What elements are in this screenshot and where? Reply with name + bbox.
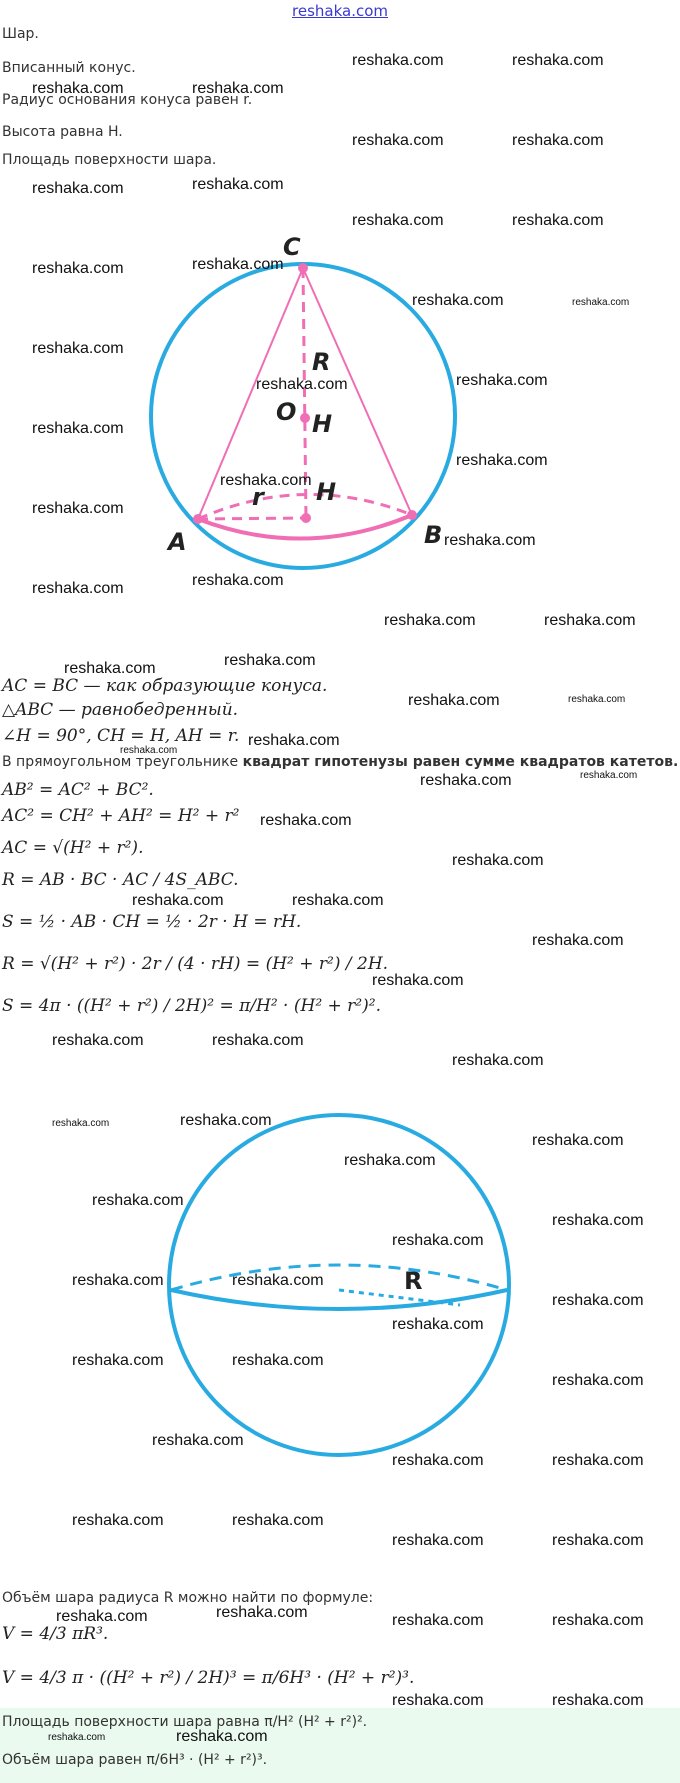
watermark: reshaka.com	[456, 372, 548, 389]
watermark: reshaka.com	[420, 772, 512, 789]
watermark: reshaka.com	[152, 1432, 244, 1449]
text-volume-intro: Объём шара радиуса R можно найти по формуле:	[2, 1590, 374, 1606]
watermark: reshaka.com	[392, 1452, 484, 1469]
watermark: reshaka.com	[224, 652, 316, 669]
watermark: reshaka.com	[64, 660, 156, 677]
text-inscribed-cone: Вписанный конус.	[2, 60, 136, 76]
watermark: reshaka.com	[344, 1152, 436, 1169]
watermark: reshaka.com	[212, 1032, 304, 1049]
label-r-small: r	[252, 483, 264, 511]
watermark: reshaka.com	[512, 212, 604, 229]
label-c: C	[283, 233, 301, 261]
watermark: reshaka.com	[260, 812, 352, 829]
radius-line	[339, 1290, 460, 1305]
watermark: reshaka.com	[220, 472, 312, 489]
eq-s-area: S = ½ · AB · CH = ½ · 2r · H = rH.	[2, 912, 302, 932]
watermark: reshaka.com	[552, 1692, 644, 1709]
watermark: reshaka.com	[444, 532, 536, 549]
eq-right-angle: ∠H = 90°, CH = H, AH = r.	[2, 726, 240, 746]
text-surface-area: Площадь поверхности шара.	[2, 152, 217, 168]
watermark: reshaka.com	[132, 892, 224, 909]
eq-r-value: R = √(H² + r²) · 2r / (4 · rH) = (H² + r²) / 2H.	[2, 954, 389, 974]
watermark: reshaka.com	[552, 1292, 644, 1309]
cone-radius	[198, 518, 306, 519]
label-r-sphere: R	[404, 1267, 423, 1295]
watermark: reshaka.com	[32, 500, 124, 517]
watermark: reshaka.com	[48, 1732, 106, 1743]
sphere2-outline	[169, 1115, 509, 1455]
watermark: reshaka.com	[72, 1512, 164, 1529]
label-b: B	[424, 521, 443, 549]
watermark: reshaka.com	[512, 52, 604, 69]
label-a: A	[168, 528, 187, 556]
watermark: reshaka.com	[232, 1512, 324, 1529]
watermark: reshaka.com	[456, 452, 548, 469]
label-r-big: R	[312, 348, 331, 376]
watermark: reshaka.com	[544, 612, 636, 629]
watermark: reshaka.com	[52, 1118, 110, 1129]
watermark: reshaka.com	[120, 745, 178, 756]
watermark: reshaka.com	[32, 80, 124, 97]
watermark: reshaka.com	[352, 52, 444, 69]
watermark: reshaka.com	[392, 1232, 484, 1249]
figure-sphere	[0, 1100, 680, 1480]
eq-ab-squared: AB² = AC² + BC².	[2, 780, 154, 800]
answer-volume: Объём шара равен π/6H³ · (H² + r²)³.	[2, 1752, 268, 1768]
answer-area: Площадь поверхности шара равна π/H² (H² + r²)².	[2, 1714, 368, 1730]
watermark: reshaka.com	[384, 612, 476, 629]
watermark: reshaka.com	[532, 1132, 624, 1149]
text-cone-radius: Радиус основания конуса равен r.	[2, 92, 253, 108]
watermark: reshaka.com	[552, 1612, 644, 1629]
watermark: reshaka.com	[256, 376, 348, 393]
watermark: reshaka.com	[180, 1112, 272, 1129]
watermark: reshaka.com	[56, 1608, 148, 1625]
watermark: reshaka.com	[392, 1692, 484, 1709]
eq-ac-squared: AC² = CH² + AH² = H² + r²	[2, 806, 240, 826]
watermark: reshaka.com	[580, 770, 638, 781]
watermark: reshaka.com	[352, 212, 444, 229]
watermark: reshaka.com	[32, 420, 124, 437]
eq-sphere-area: S = 4π · ((H² + r²) / 2H)² = π/H² · (H² + r²)².	[2, 996, 381, 1016]
watermark: reshaka.com	[216, 1604, 308, 1621]
text-pythagoras: В прямоугольном треугольнике квадрат гипотенузы равен сумме квадратов катетов.	[2, 754, 679, 770]
eq-ac-bc: AC = BC — как образующие конуса.	[2, 676, 328, 696]
watermark: reshaka.com	[552, 1452, 644, 1469]
watermark: reshaka.com	[192, 176, 284, 193]
label-o: O	[276, 398, 297, 426]
watermark: reshaka.com	[552, 1532, 644, 1549]
watermark: reshaka.com	[532, 932, 624, 949]
text-ball: Шар.	[2, 26, 39, 42]
watermark: reshaka.com	[392, 1612, 484, 1629]
watermark: reshaka.com	[176, 1728, 268, 1745]
eq-volume-value: V = 4/3 π · ((H² + r²) / 2H)³ = π/6H³ · (H² + r²)³.	[2, 1668, 415, 1688]
watermark: reshaka.com	[72, 1352, 164, 1369]
label-h-bottom: H	[316, 478, 337, 506]
watermark: reshaka.com	[292, 892, 384, 909]
watermark: reshaka.com	[248, 732, 340, 749]
watermark: reshaka.com	[352, 132, 444, 149]
watermark: reshaka.com	[408, 692, 500, 709]
watermark: reshaka.com	[512, 132, 604, 149]
watermark: reshaka.com	[392, 1532, 484, 1549]
eq-r-formula: R = AB · BC · AC / 4S_ABC.	[2, 870, 239, 890]
watermark: reshaka.com	[72, 1272, 164, 1289]
watermark: reshaka.com	[232, 1272, 324, 1289]
watermark: reshaka.com	[192, 572, 284, 589]
eq-isosceles: △ABC — равнобедренный.	[2, 700, 239, 720]
equator-front	[171, 1290, 507, 1309]
equator-back	[171, 1265, 507, 1290]
watermark: reshaka.com	[52, 1032, 144, 1049]
watermark: reshaka.com	[232, 1352, 324, 1369]
watermark: reshaka.com	[92, 1192, 184, 1209]
watermark: reshaka.com	[452, 1052, 544, 1069]
watermark: reshaka.com	[552, 1372, 644, 1389]
text-height: Высота равна H.	[2, 124, 123, 140]
watermark: reshaka.com	[32, 180, 124, 197]
watermark: reshaka.com	[392, 1316, 484, 1333]
watermark: reshaka.com	[32, 580, 124, 597]
watermark: reshaka.com	[192, 256, 284, 273]
watermark: reshaka.com	[572, 297, 630, 308]
watermark: reshaka.com	[412, 292, 504, 309]
watermark: reshaka.com	[32, 340, 124, 357]
watermark: reshaka.com	[452, 852, 544, 869]
watermark: reshaka.com	[552, 1212, 644, 1229]
label-h-top: H	[312, 410, 333, 438]
eq-volume: V = 4/3 πR³.	[2, 1624, 109, 1644]
eq-ac: AC = √(H² + r²).	[2, 838, 144, 858]
site-link[interactable]: reshaka.com	[292, 2, 388, 20]
watermark: reshaka.com	[372, 972, 464, 989]
watermark: reshaka.com	[32, 260, 124, 277]
watermark: reshaka.com	[192, 80, 284, 97]
watermark: reshaka.com	[568, 694, 626, 705]
